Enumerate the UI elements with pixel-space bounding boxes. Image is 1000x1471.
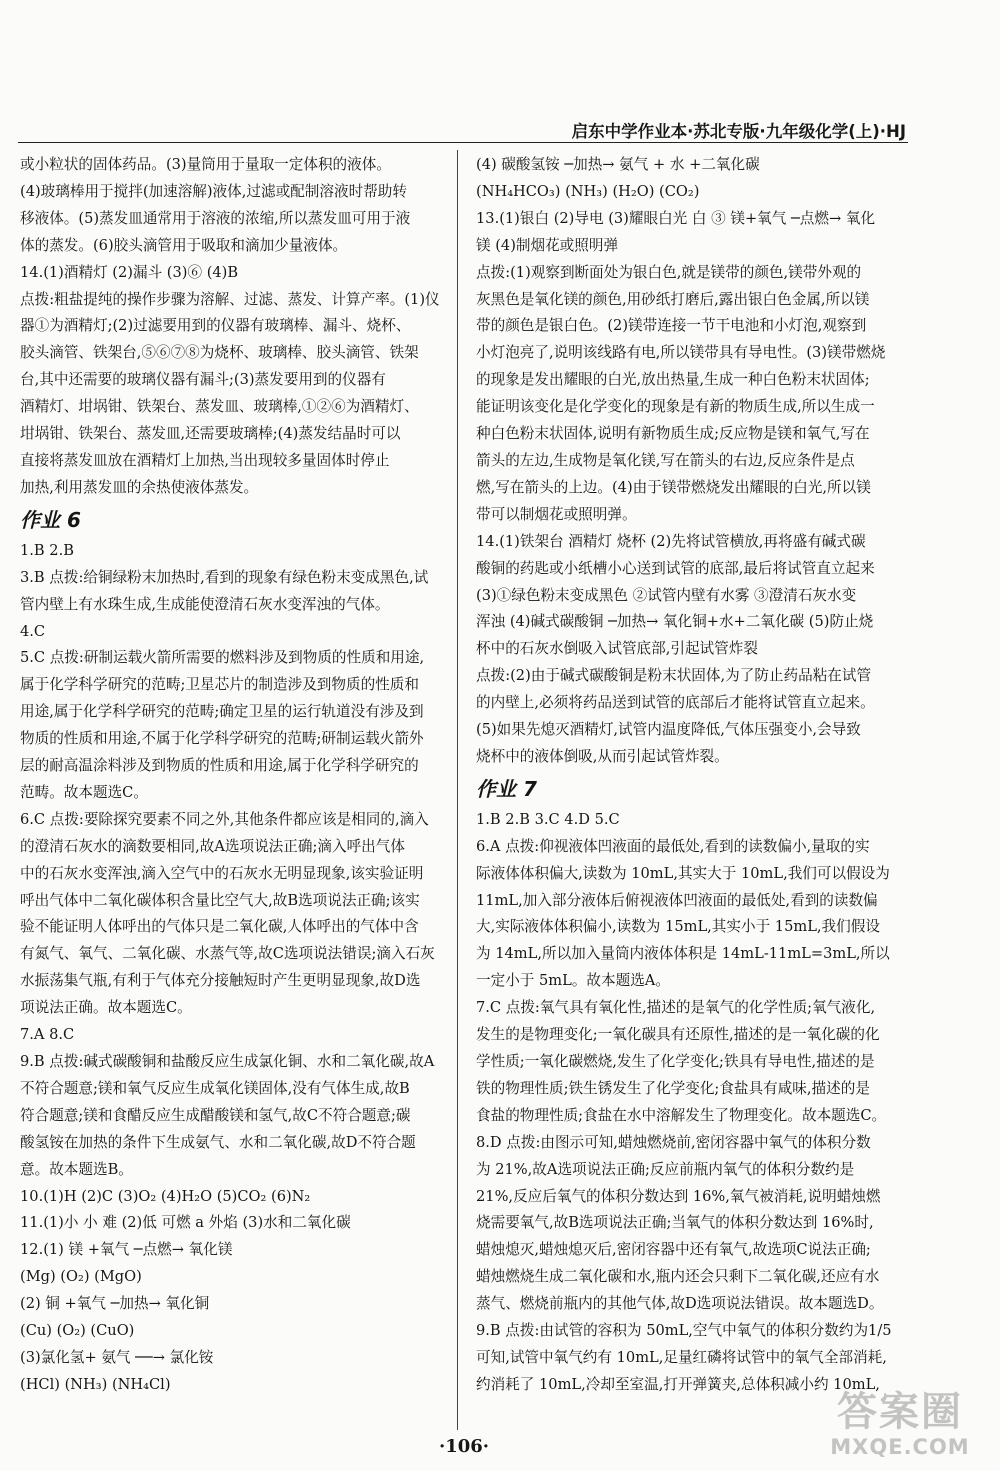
text-line: 4.C <box>20 622 46 640</box>
text-line: (HCl) (NH₃) (NH₄Cl) <box>20 1375 171 1393</box>
text-line: 13.(1)银白 (2)导电 (3)耀眼白光 白 ③ 镁+氧气 ─点燃→ 氧化 <box>476 209 876 227</box>
text-line: 学性质;一氧化碳燃烧,发生了化学变化;铁具有导电性,描述的是 <box>476 1053 875 1070</box>
watermark <box>808 1390 992 1464</box>
text-line: 蜡烛燃烧生成二氧化碳和水,瓶内还会只剩下二氧化碳,还应有水 <box>476 1268 880 1286</box>
text-line: 小灯泡亮了,说明该线路有电,所以镁带具有导电性。(3)镁带燃烧 <box>476 344 886 362</box>
text-line: 11.(1)小 小 难 (2)低 可燃 a 外焰 (3)水和二氧化碳 <box>20 1214 351 1232</box>
section-heading: 作业 6 <box>20 507 81 532</box>
text-line: 为 14mL,所以加入量筒内液体体积是 14mL-11mL=3mL,所以 <box>476 945 890 963</box>
text-line: 浑浊 (4)碱式碳酸铜 ─加热→ 氧化铜+水+二氧化碳 (5)防止烧 <box>476 613 874 631</box>
text-line: (2) 铜 +氧气 ─加热→ 氧化铜 <box>20 1295 210 1313</box>
text-line: 14.(1)酒精灯 (2)漏斗 (3)⑥ (4)B <box>20 263 239 281</box>
text-line: 意。故本题选B。 <box>20 1160 133 1178</box>
text-line: 9.B 点拨:碱式碳酸铜和盐酸反应生成氯化铜、水和二氧化碳,故A <box>20 1053 435 1070</box>
text-line: 移液体。(5)蒸发皿通常用于溶液的浓缩,所以蒸发皿可用于液 <box>20 209 411 227</box>
text-line: 带可以制烟花或照明弹。 <box>476 505 637 523</box>
text-line: 加热,利用蒸发皿的余热使液体蒸发。 <box>20 478 259 496</box>
text-line: 点拨:粗盐提纯的操作步骤为溶解、过滤、蒸发、计算产率。(1)仪 <box>20 290 440 308</box>
text-line: 一定小于 5mL。故本题选A。 <box>476 972 670 990</box>
text-line: 不符合题意;镁和氧气反应生成氧化镁固体,没有气体生成,故B <box>20 1079 410 1097</box>
text-line: 水振荡集气瓶,有利于气体充分接触短时产生更明显现象,故D选 <box>20 972 421 990</box>
text-line: 箭头的左边,生成物是氧化镁,写在箭头的右边,反应条件是点 <box>476 451 855 469</box>
text-line: 10.(1)H (2)C (3)O₂ (4)H₂O (5)CO₂ (6)N₂ <box>20 1187 311 1205</box>
text-line: 管内壁上有水珠生成,生成能使澄清石灰水变浑浊的气体。 <box>20 595 390 613</box>
text-line: 胶头滴管、铁架台,⑤⑥⑦⑧为烧杯、玻璃棒、胶头滴管、铁架 <box>20 344 419 362</box>
text-line: 符合题意;镁和食醋反应生成醋酸镁和氢气,故C不符合题意;碳 <box>20 1106 411 1124</box>
text-line: 可知,试管中氧气约有 10mL,足量红磷将试管中的氧气全部消耗, <box>476 1348 887 1366</box>
text-line: 体的蒸发。(6)胶头滴管用于吸取和滴加少量液体。 <box>20 236 348 254</box>
text-line: 有氮气、氧气、二氧化碳、水蒸气等,故C选项说法错误;滴入石灰 <box>20 945 435 963</box>
text-line: 或小粒状的固体药品。(3)量筒用于量取一定体积的液体。 <box>20 156 391 173</box>
text-line: 14.(1)铁架台 酒精灯 烧杯 (2)先将试管横放,再将盛有碱式碳 <box>476 532 866 550</box>
text-line: 蜡烛熄灭,蜡烛熄灭后,密闭容器中还有氧气,故选项C说法正确; <box>476 1241 871 1259</box>
text-line: 际液体体积偏大,读数为 10mL,其实大于 10mL,我们可以假设为 <box>476 864 890 882</box>
text-line: (3)①绿色粉末变成黑色 ②试管内壁有水雾 ③澄清石灰水变 <box>476 586 857 604</box>
text-line: 为 21%,故A选项说法正确;反应前瓶内氧气的体积分数约是 <box>476 1160 855 1178</box>
text-line: 21%,反应后氧气的体积分数达到 16%,氧气被消耗,说明蜡烛燃 <box>476 1187 881 1205</box>
text-line: 点拨:(1)观察到断面处为银白色,就是镁带的颜色,镁带外观的 <box>476 263 862 281</box>
text-line: 发生的是物理变化;一氧化碳具有还原性,描述的是一氧化碳的化 <box>476 1026 880 1044</box>
text-line: (3)氯化氢+ 氨气 ──→ 氯化铵 <box>20 1348 214 1366</box>
text-line: (Mg) (O₂) (MgO) <box>20 1268 142 1286</box>
text-line: 层的耐高温涂料涉及到物质的性质和用途,属于化学科学研究的 <box>20 757 419 775</box>
text-line: 的现象是发出耀眼的白光,放出热量,生成一种白色粉末状固体; <box>476 371 870 389</box>
text-line: 镁 (4)制烟花或照明弹 <box>476 236 619 254</box>
text-line: 直接将蒸发皿放在酒精灯上加热,当出现较多量固体时停止 <box>20 451 390 469</box>
text-line: 物质的性质和用途,不属于化学科学研究的范畴;研制运载火箭外 <box>20 730 424 748</box>
text-line: 3.B 点拨:给铜绿粉末加热时,看到的现象有绿色粉末变成黑色,试 <box>20 568 429 586</box>
text-line: (5)如果先熄灭酒精灯,试管内温度降低,气体压强变小,会导致 <box>476 721 861 739</box>
text-line: 7.A 8.C <box>20 1026 75 1044</box>
text-line: 5.C 点拨:研制运载火箭所需要的燃料涉及到物质的性质和用途, <box>20 649 425 667</box>
text-line: 中的石灰水变浑浊,滴入空气中的石灰水无明显现象,该实验证明 <box>20 864 424 882</box>
text-line: 范畴。故本题选C。 <box>20 783 148 801</box>
text-line: 烧需要氧气,故B选项说法正确;当氧气的体积分数达到 16%时, <box>476 1214 874 1232</box>
watermark-logo: 答案圈 <box>837 1389 963 1435</box>
text-line: 6.C 点拨:要除探究要素不同之外,其他条件都应该是相同的,滴入 <box>20 810 429 828</box>
text-line: 大,实际液体体积偏小,读数为 15mL,其实小于 15mL,我们假设 <box>476 918 880 936</box>
text-line: 燃,写在箭头的上边。(4)由于镁带燃烧发出耀眼的白光,所以镁 <box>476 478 871 496</box>
text-line: 的澄清石灰水的滴数要相同,故A选项说法正确;滴入呼出气体 <box>20 837 405 855</box>
text-line: 杯中的石灰水倒吸入试管底部,引起试管炸裂 <box>476 640 758 658</box>
text-line: 6.A 点拨:仰视液体凹液面的最低处,看到的读数偏小,量取的实 <box>476 837 870 855</box>
text-line: 9.B 点拨:由试管的容积为 50mL,空气中氧气的体积分数约为1/5 <box>476 1322 892 1340</box>
text-line: 1.B 2.B <box>20 541 74 559</box>
left-column <box>20 152 440 1399</box>
text-line: 的内壁上,必须将药品送到试管的底部后才能将试管直立起来。 <box>476 694 875 712</box>
text-line: 8.D 点拨:由图示可知,蜡烛燃烧前,密闭容器中氧气的体积分数 <box>476 1133 871 1151</box>
text-line: 器①为酒精灯;(2)过滤要用到的仪器有玻璃棒、漏斗、烧杯、 <box>20 317 411 335</box>
text-line: 铁的物理性质;铁生锈发生了化学变化;食盐具有咸味,描述的是 <box>476 1079 870 1097</box>
text-line: 约消耗了 10mL,冷却至室温,打开弹簧夹,总体积减小约 10mL, <box>476 1375 880 1393</box>
section-heading: 作业 7 <box>476 776 537 801</box>
text-line: 带的颜色是银白色。(2)镁带连接一节干电池和小灯泡,观察到 <box>476 317 867 335</box>
text-line: 灰黑色是氧化镁的颜色,用砂纸打磨后,露出银白色金属,所以镁 <box>476 290 870 308</box>
text-line: 酸铜的药匙或小纸槽小心送到试管的底部,最后将试管直立起来 <box>476 559 875 577</box>
text-line: 7.C 点拨:氧气具有氧化性,描述的是氧气的化学性质;氧气液化, <box>476 999 876 1017</box>
text-line: (NH₄HCO₃) (NH₃) (H₂O) (CO₂) <box>476 182 700 200</box>
page-header: 启东中学作业本·苏北专版·九年级化学(上)·HJ <box>571 122 906 141</box>
text-line: 11mL,加入部分液体后俯视液体凹液面的最低处,看到的读数偏 <box>476 891 878 909</box>
text-line: 烧杯中的液体倒吸,从而引起试管炸裂。 <box>476 747 729 765</box>
watermark-url: MXQE.COM <box>830 1435 970 1459</box>
page-number: ·106· <box>438 1436 490 1457</box>
text-line: 点拨:(2)由于碱式碳酸铜是粉末状固体,为了防止药品粘在试管 <box>476 667 872 685</box>
text-line: 食盐的物理性质;食盐在水中溶解发生了物理变化。故本题选C。 <box>476 1106 887 1124</box>
text-line: 蒸气、燃烧前瓶内的其他气体,故D选项说法错误。故本题选D。 <box>476 1295 884 1313</box>
text-line: 验不能证明人体呼出的气体只是二氧化碳,人体呼出的气体中含 <box>20 918 419 936</box>
text-line: 12.(1) 镁 +氧气 ─点燃→ 氧化镁 <box>20 1241 233 1259</box>
column-divider <box>457 150 458 1430</box>
text-line: 酒精灯、坩埚钳、铁架台、蒸发皿、玻璃棒,①②⑥为酒精灯、 <box>20 398 419 416</box>
text-line: 种白色粉末状固体,说明有新物质生成;反应物是镁和氧气,写在 <box>476 425 870 443</box>
text-line: 台,其中还需要的玻璃仪器有漏斗;(3)蒸发要用到的仪器有 <box>20 371 386 389</box>
header-rule <box>18 142 908 143</box>
text-line: 酸氢铵在加热的条件下生成氨气、水和二氧化碳,故D不符合题 <box>20 1133 416 1151</box>
text-line: (4)玻璃棒用于搅拌(加速溶解)液体,过滤或配制溶液时帮助转 <box>20 182 407 200</box>
text-line: (4) 碳酸氢铵 ─加热→ 氨气 + 水 +二氧化碳 <box>476 156 760 173</box>
text-line: 1.B 2.B 3.C 4.D 5.C <box>476 810 620 828</box>
text-line: 能证明该变化是化学变化的现象是有新的物质生成,所以生成一 <box>476 398 875 416</box>
text-line: 用途,属于化学科学研究的范畴;确定卫星的运行轨道没有涉及到 <box>20 703 424 721</box>
text-line: 属于化学科学研究的范畴;卫星芯片的制造涉及到物质的性质和 <box>20 676 419 694</box>
text-line: 项说法正确。故本题选C。 <box>20 999 192 1017</box>
text-line: (Cu) (O₂) (CuO) <box>20 1322 135 1340</box>
text-line: 坩埚钳、铁架台、蒸发皿,还需要玻璃棒;(4)蒸发结晶时可以 <box>20 425 401 443</box>
right-column <box>476 152 908 1399</box>
text-line: 呼出气体中二氧化碳体积含量比空气大,故B选项说法正确;该实 <box>20 891 420 909</box>
